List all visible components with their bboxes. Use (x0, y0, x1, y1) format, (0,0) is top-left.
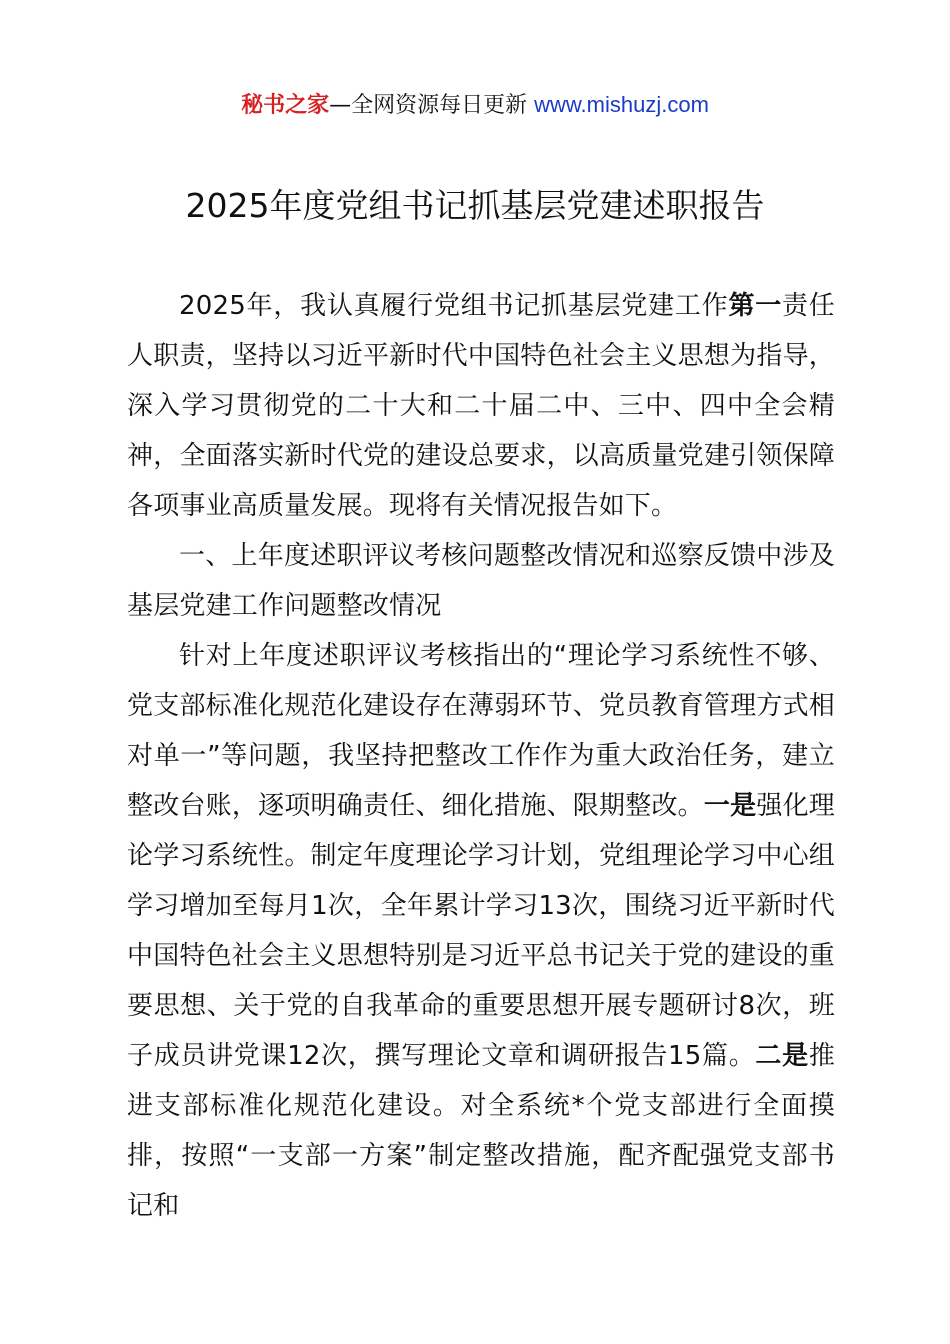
site-slogan: —全网资源每日更新 (329, 93, 528, 118)
document-body (127, 281, 835, 1231)
intro-text-rest: 责任人职责，坚持以习近平新时代中国特色社会主义思想为指导，深入学习贯彻党的二十大和二十届二中、三中、四中全会精神，全面落实新时代党的建设总要求，以高质量党建引领保障各项事业高质量发展。现将有关情况报告如下。 (127, 291, 835, 521)
point-two-text: 推进支部标准化规范化建设。对全系统*个党支部进行全面摸排，按照“一支部一方案”制定整改措施，配齐配强党支部书记和 (127, 1041, 836, 1221)
intro-paragraph (127, 281, 835, 531)
site-url-link[interactable]: www.mishuzj.com (534, 92, 709, 117)
point-one-text: 强化理论学习系统性。制定年度理论学习计划，党组理论学习中心组学习增加至每月1次，全年累计学习13次，围绕习近平新时代中国特色社会主义思想特别是习近平总书记关于党的建设的重要思想、关于党的自我革命的重要思想开展专题研讨8次，班子成员讲党课12次，撰写理论文章和调研报告15篇。 (127, 791, 835, 1071)
document-title: 2025年度党组书记抓基层党建述职报告 (185, 186, 765, 225)
site-header (0, 88, 950, 123)
intro-bold-first: 第一 (728, 291, 783, 321)
site-name: 秘书之家 (241, 93, 330, 118)
rectification-text-start: 针对上年度述职评议考核指出的“理论学习系统性不够、党支部标准化规范化建设存在薄弱环节、党员教育管理方式相对单一”等问题，我坚持把整改工作作为重大政治任务，建立整改台账，逐项明确责任、细化措施、限期整改。 (127, 641, 835, 821)
point-one-label: 一是 (703, 791, 757, 821)
intro-text-start: 2025年，我认真履行党组书记抓基层党建工作 (179, 291, 729, 321)
point-two-label: 二是 (755, 1041, 809, 1071)
rectification-paragraph (127, 631, 835, 1231)
section-heading-1: 一、上年度述职评议考核问题整改情况和巡察反馈中涉及基层党建工作问题整改情况 (127, 541, 835, 621)
